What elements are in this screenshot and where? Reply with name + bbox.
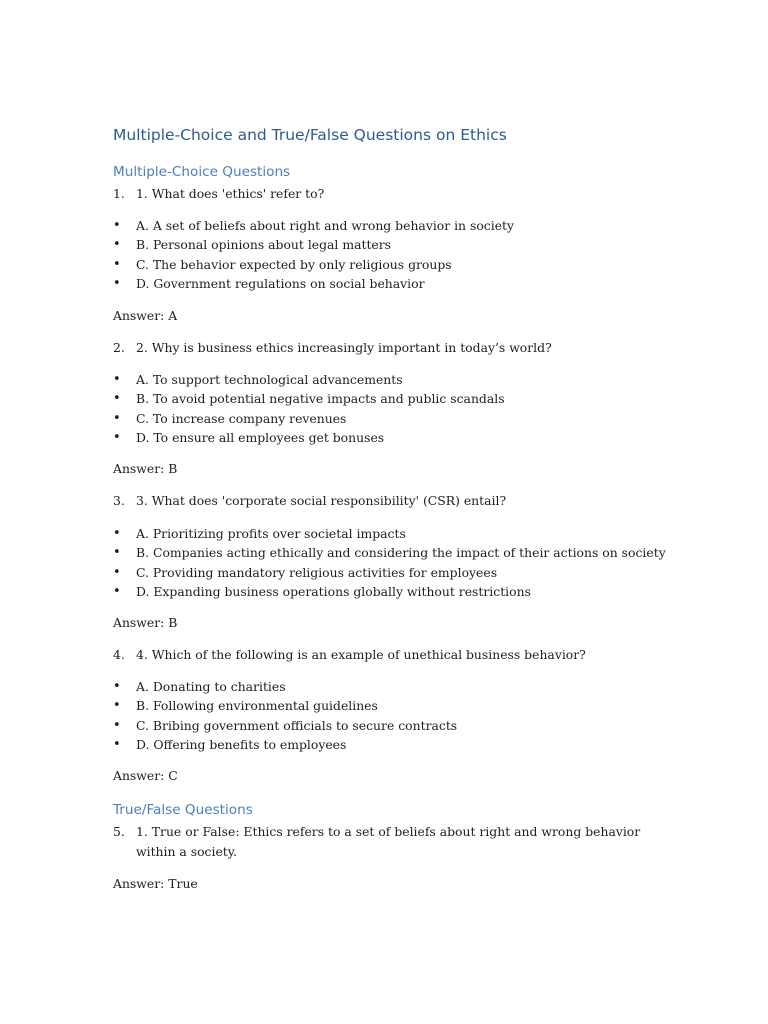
option-text: B. To avoid potential negative impacts and public scandals	[136, 391, 505, 407]
section-heading-multiple-choice: Multiple-Choice Questions	[113, 164, 291, 180]
option-item	[113, 677, 457, 696]
answer-text: Answer: B	[113, 615, 178, 630]
bullet-icon: •	[113, 256, 121, 272]
option-item	[113, 696, 457, 715]
question-number: 4.	[113, 647, 125, 662]
question	[113, 491, 673, 511]
question	[113, 645, 673, 665]
bullet-icon: •	[113, 526, 121, 541]
option-text: A. Prioritizing profits over societal impacts	[136, 526, 406, 541]
option-item	[113, 735, 457, 754]
option-list	[113, 524, 666, 601]
question-text: 3. What does 'corporate social responsibility' (CSR) entail?	[136, 493, 507, 508]
option-text: C. Bribing government officials to secure contracts	[136, 717, 458, 733]
answer-text: Answer: A	[113, 308, 178, 323]
option-item	[113, 716, 457, 735]
option-item	[113, 543, 666, 562]
option-item	[113, 389, 505, 408]
option-item	[113, 563, 666, 582]
bullet-icon: •	[113, 717, 121, 733]
option-item	[113, 255, 514, 274]
bullet-icon: •	[113, 391, 121, 407]
option-item	[113, 235, 514, 254]
option-item	[113, 524, 666, 543]
bullet-icon: •	[113, 679, 121, 694]
question-number: 5.	[113, 824, 125, 839]
option-text: B. Personal opinions about legal matters	[136, 237, 392, 253]
bullet-icon: •	[113, 429, 121, 445]
answer-text: Answer: C	[113, 768, 178, 783]
question-text: 4. Which of the following is an example of unethical business behavior?	[136, 647, 586, 662]
option-item	[113, 409, 505, 428]
option-item	[113, 582, 666, 601]
bullet-icon: •	[113, 583, 121, 599]
option-text: A. A set of beliefs about right and wrong behavior in society	[136, 218, 515, 233]
option-text: C. Providing mandatory religious activities for employees	[136, 564, 498, 580]
question	[113, 822, 673, 862]
bullet-icon: •	[113, 237, 121, 253]
option-list	[113, 216, 514, 293]
question-text: 1. True or False: Ethics refers to a set of beliefs about right and wrong behavior within a society.	[136, 824, 641, 859]
option-text: D. Offering benefits to employees	[136, 736, 347, 752]
option-list	[113, 370, 505, 447]
page-title: Multiple-Choice and True/False Questions on Ethics	[113, 126, 507, 144]
bullet-icon: •	[113, 275, 121, 291]
bullet-icon: •	[113, 218, 121, 233]
option-text: B. Companies acting ethically and considering the impact of their actions on society	[136, 545, 666, 561]
bullet-icon: •	[113, 545, 121, 561]
option-list	[113, 677, 457, 754]
answer-text: Answer: True	[113, 876, 198, 891]
option-item	[113, 428, 505, 447]
option-item	[113, 370, 505, 389]
option-text: C. The behavior expected by only religious groups	[136, 256, 452, 272]
answer-text: Answer: B	[113, 461, 178, 476]
question-text: 1. What does 'ethics' refer to?	[136, 186, 325, 201]
question-number: 1.	[113, 186, 125, 201]
option-text: B. Following environmental guidelines	[136, 698, 378, 714]
bullet-icon: •	[113, 736, 121, 752]
option-text: D. To ensure all employees get bonuses	[136, 429, 385, 445]
bullet-icon: •	[113, 564, 121, 580]
question-number: 3.	[113, 493, 125, 508]
option-text: A. Donating to charities	[136, 679, 286, 694]
option-text: C. To increase company revenues	[136, 410, 347, 426]
bullet-icon: •	[113, 372, 121, 387]
question	[113, 338, 673, 358]
section-heading-true-false: True/False Questions	[113, 802, 253, 818]
option-item	[113, 274, 514, 293]
bullet-icon: •	[113, 410, 121, 426]
option-item	[113, 216, 514, 235]
question	[113, 184, 673, 204]
question-text: 2. Why is business ethics increasingly important in today’s world?	[136, 340, 552, 355]
bullet-icon: •	[113, 698, 121, 714]
option-text: A. To support technological advancements	[136, 372, 403, 387]
option-text: D. Government regulations on social behavior	[136, 275, 425, 291]
option-text: D. Expanding business operations globally without restrictions	[136, 583, 531, 599]
question-number: 2.	[113, 340, 125, 355]
